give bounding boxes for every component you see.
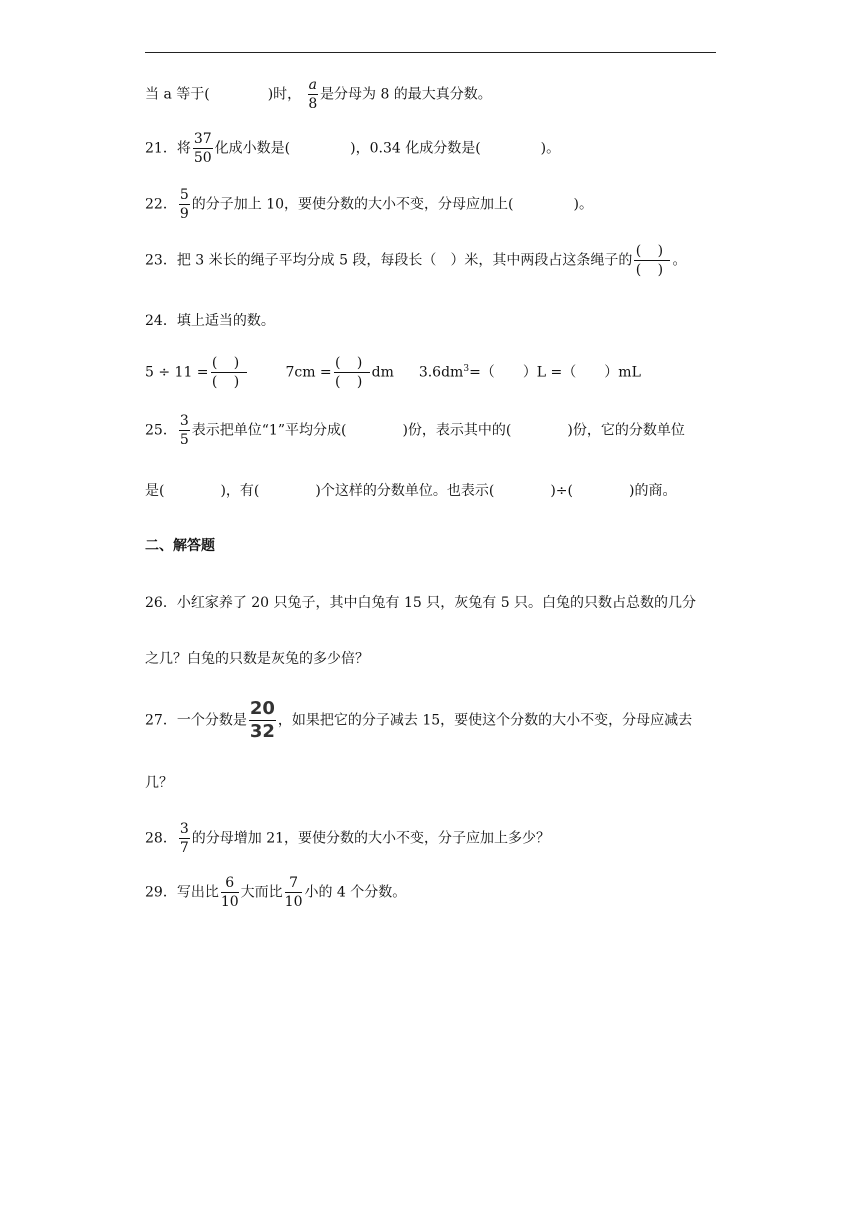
question-24-equations: 5 ÷ 11 = $\frac{( )}{( )}$ 7cm = $\frac{( )}{( )}$ dm $3.6dm^3=$（ ）L =（ ）mL: [145, 355, 641, 390]
question-25: 25． $\frac{3}{5}$ 表示把单位“1”平均分成( )份，表示其中的( )份，它的分数单位: [145, 413, 685, 448]
question-23: 23．把 3 米长的绳子平均分成 5 段，每段长（ ）米，其中两段占这条绳子的 $\frac{( )}{( )}$ 。: [145, 243, 687, 278]
fraction-blank: $\frac{( )}{( )}$: [635, 243, 670, 278]
question-27-line2: 几？: [145, 775, 173, 791]
question-24-title: 24．填上适当的数。: [145, 313, 275, 329]
fraction-20-32: $\frac{20}{32}$: [249, 698, 275, 742]
question-21: 21．将 $\frac{37}{50}$ 化成小数是( )，0.34 化成分数是( )。: [145, 131, 561, 166]
question-26-line1: 26．小红家养了 20 只兔子，其中白兔有 15 只，灰兔有 5 只。白兔的只数占总数的几分: [145, 595, 697, 611]
fraction-5-9: $\frac{5}{9}$: [179, 187, 189, 222]
question-28: 28． $\frac{3}{7}$ 的分母增加 21，要使分数的大小不变，分子应加上多少？: [145, 821, 551, 856]
fraction-3-7: $\frac{3}{7}$: [179, 821, 189, 856]
fraction-7-10: $\frac{7}{10}$: [284, 875, 303, 910]
question-26-line2: 之几？白兔的只数是灰兔的多少倍？: [145, 651, 369, 667]
fraction-37-50: $\frac{37}{50}$: [193, 131, 212, 166]
fraction-a-over-8: $\frac{a}{8}$: [308, 77, 318, 112]
question-22: 22． $\frac{5}{9}$ 的分子加上 10，要使分数的大小不变，分母应加上( )。: [145, 187, 593, 222]
section-heading: 二、解答题: [145, 538, 215, 554]
fraction-6-10: $\frac{6}{10}$: [220, 875, 239, 910]
question-27: 27．一个分数是 $\frac{20}{32}$ ，如果把它的分子减去 15，要使这个分数的大小不变，分母应减去: [145, 698, 693, 742]
fraction-blank: $\frac{( )}{( )}$: [334, 355, 369, 390]
fraction-3-5: $\frac{3}{5}$: [179, 413, 189, 448]
question-20: 当 a 等于( )时， $\frac{a}{8}$ 是分母为 8 的最大真分数。: [145, 77, 492, 112]
fraction-blank: $\frac{( )}{( )}$: [211, 355, 246, 390]
question-29: 29．写出比 $\frac{6}{10}$ 大而比 $\frac{7}{10}$ 小的 4 个分数。: [145, 875, 407, 910]
question-25-cont: 是( )，有( )个这样的分数单位。也表示( )÷( )的商。: [145, 483, 677, 499]
header-rule: [145, 52, 716, 53]
